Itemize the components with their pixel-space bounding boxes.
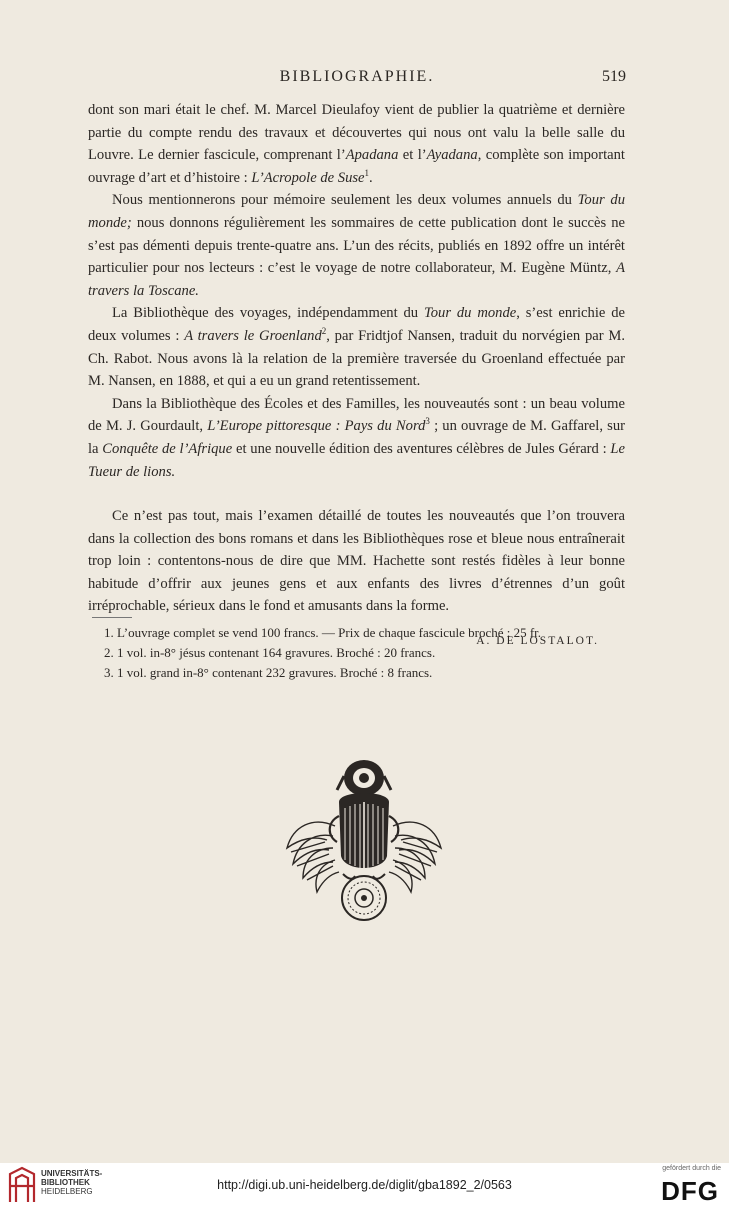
footnote: 3. 1 vol. grand in-8° contenant 232 gravures. Broché : 8 francs.: [104, 665, 433, 680]
paragraph: [88, 99, 625, 189]
italic-title: Apadana: [345, 147, 399, 164]
italic-title: Ayadana: [426, 147, 478, 164]
footnote-reference: 1: [364, 167, 370, 178]
paragraph-text: et une nouvelle édition des aventures célèbres de Jules Gérard :: [232, 440, 611, 457]
paragraph-text: , complète son important ouvrage d’art et d’histoire :: [88, 147, 625, 186]
footnote-rule: [92, 617, 132, 618]
paragraph-text: .: [369, 169, 373, 186]
footnote-reference: 2: [321, 326, 327, 337]
italic-title: Le Tueur de lions.: [88, 440, 625, 480]
footnote-reference: 3: [425, 416, 430, 427]
paragraph-text: dont son mari était le chef. M. Marcel Dieulafoy vient de publier la quatrième et dernière partie du compte rendu des travaux et découvertes qui nous ont valu la belle salle du Louvre. Le dernier fascicule, comprenant l’: [88, 102, 625, 164]
footer-bar: [0, 1163, 729, 1211]
dfg-logo: DFG: [661, 1176, 719, 1206]
paragraph-text: et l’: [398, 147, 427, 164]
paragraph-text: nous donnons régulièrement les sommaires de cette publication dont le succès ne s’est pas démenti depuis trente-quatre ans. L’un des récits, publiés en 1892 offre un intérêt particulier pour nos lecteurs : c’est le voyage de notre collaborateur, M. Eugène Müntz,: [88, 214, 625, 277]
italic-title: Tour du monde;: [88, 192, 625, 231]
italic-title: A travers la Toscane.: [88, 260, 625, 299]
italic-title: Tour du monde: [423, 305, 517, 322]
italic-title: Conquête de l’Afrique: [102, 440, 233, 457]
paragraph-text: Dans la Bibliothèque des Écoles et des Familles, les nouveautés sont : un beau volume de M. J. Gourdault,: [88, 395, 625, 435]
paragraph-text: ; un ouvrage de M. Gaffarel, sur la: [88, 418, 625, 457]
paragraph-text: , s’est enrichie de deux volumes :: [88, 305, 625, 344]
paragraph-text: La Bibliothèque des voyages, indépendamment du: [112, 305, 424, 322]
page-header: [88, 68, 626, 92]
author-signature: A. DE LOSTALOT.: [476, 635, 599, 648]
funded-by-label: gefördert durch die: [662, 1165, 721, 1172]
italic-title: L’Europe pittoresque : Pays du Nord: [207, 418, 426, 435]
paragraph-text: , par Fridtjof Nansen, traduit du norvégien par M. Ch. Rabot. Nous avons là la relation de la première traversée du Groenland effectuée par M. Nansen, en 1888, et qui a eu un grand retentissement.: [88, 327, 626, 390]
running-title: BIBLIOGRAPHIE.: [279, 68, 435, 85]
article-body: [88, 99, 625, 653]
paragraph: [88, 189, 625, 302]
institution-name: UNIVERSITÄTS- BIBLIOTHEK HEIDELBERG: [41, 1169, 103, 1196]
scarab-vignette-icon: [283, 756, 445, 924]
footnote: 1. L’ouvrage complet se vend 100 francs. — Prix de chaque fascicule broché : 25 fr.: [104, 625, 542, 640]
paragraph-text: Nous mentionnerons pour mémoire seulement les deux volumes annuels du: [112, 192, 578, 209]
paragraph: [88, 302, 625, 392]
footnote: 2. 1 vol. in-8° jésus contenant 164 gravures. Broché : 20 francs.: [104, 645, 436, 660]
paragraph-text: Ce n’est pas tout, mais l’examen détaillé de toutes les nouveautés que l’on trouvera dans la collection des bons romans et dans les Bibliothèques rose et bleue nous entraînerait trop loin : contentons-nous de dire que MM. Hachette sont restés fidèles à leur bonne habitude d’offrir aux jeunes gens et aux enfants des livres d’étrennes d’un goût irréprochable, sérieux dans le fond et amusants dans la forme.: [88, 508, 625, 615]
italic-title: A travers le Groenland: [184, 327, 322, 344]
italic-title: L’Acropole de Suse: [251, 169, 365, 186]
paragraph: [88, 505, 625, 618]
paragraph: [88, 393, 625, 483]
footnotes: [104, 623, 634, 683]
source-url-link[interactable]: http://digi.ub.uni-heidelberg.de/diglit/gba1892_2/0563: [217, 1178, 512, 1192]
page-number: 519: [602, 68, 626, 85]
